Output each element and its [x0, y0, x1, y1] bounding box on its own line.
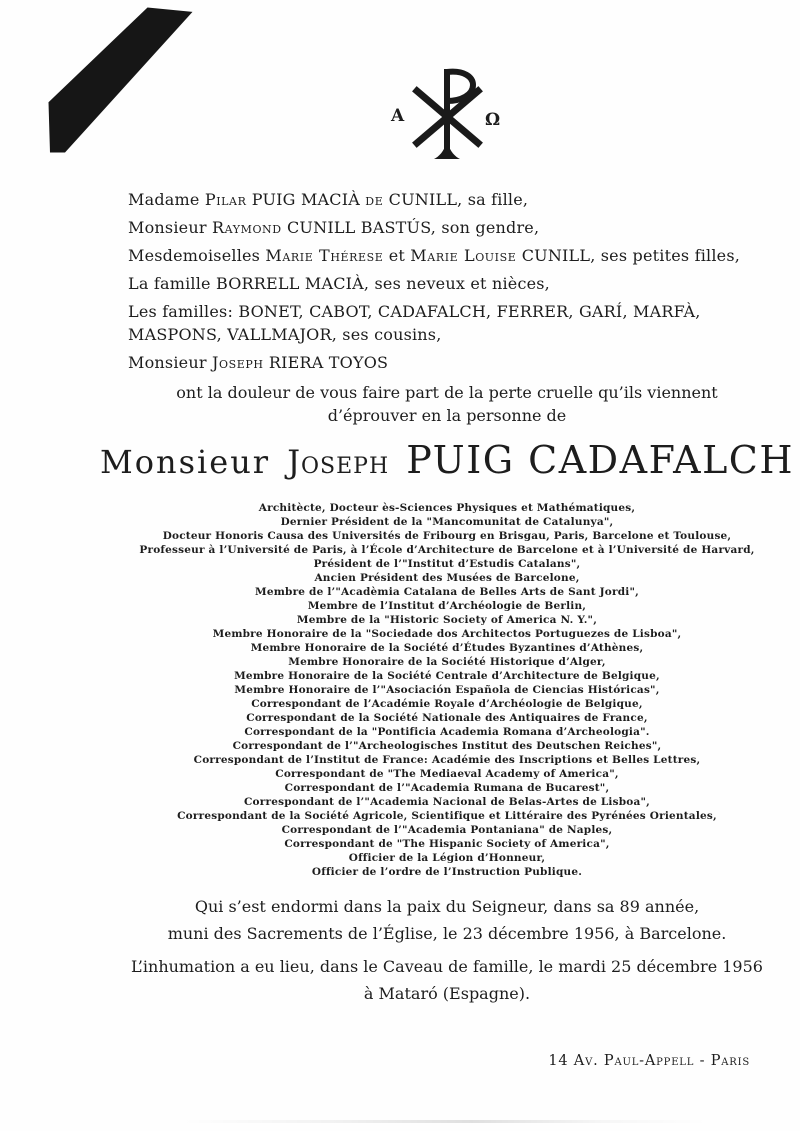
title-line: Membre Honoraire de l’"Asociación Española de Ciencias Históricas",	[234, 684, 660, 696]
title-line: Président de l’"Institut d’Estudis Catalans",	[313, 558, 581, 570]
title-line: Correspondant de la Société Nationale des Antiquaires de France,	[246, 712, 648, 724]
deceased-name	[96, 436, 798, 492]
title-line: Correspondant de la Société Agricole, Scientifique et Littéraire des Pyrénées Orientales,	[177, 810, 717, 822]
deceased-given-name: Joseph	[287, 443, 390, 481]
title-line: Correspondant de "The Hispanic Society of America",	[284, 838, 610, 850]
deceased-prefix: Monsieur	[99, 443, 271, 481]
title-line: Correspondant de l’"Academia Nacional de Belas-Artes de Lisboa",	[244, 796, 650, 808]
title-line: Officier de la Légion d’Honneur,	[348, 852, 546, 864]
title-line: Correspondant de "The Mediaeval Academy of America",	[275, 768, 619, 780]
mourner-line: Monsieur Raymond CUNILL BASTÚS, son gendre,	[128, 218, 540, 237]
title-line: Membre Honoraire de la Société d’Études Byzantines d’Athènes,	[250, 642, 644, 654]
title-line: Correspondant de l’"Academia Rumana de Bucarest",	[284, 782, 610, 794]
title-line: Officier de l’ordre de l’Instruction Publique.	[311, 866, 583, 878]
titles-list	[96, 501, 798, 879]
burial-notice-line: L’inhumation a eu lieu, dans le Caveau de famille, le mardi 25 décembre 1956	[131, 957, 763, 976]
title-line: Membre Honoraire de la Société Centrale d’Architecture de Belgique,	[234, 670, 660, 682]
mourner-line: Les familles: BONET, CABOT, CADAFALCH, FERRER, GARÍ, MARFÀ, MASPONS, VALLMAJOR, ses cousins,	[128, 302, 701, 344]
printer-address: 14 Av. Paul-Appell - Paris	[548, 1053, 750, 1069]
announcement	[96, 381, 798, 427]
mourner-line: La famille BORRELL MACIÀ, ses neveux et nièces,	[128, 274, 550, 293]
title-line: Correspondant de l’Institut de France: Académie des Inscriptions et Belles Lettres,	[193, 754, 701, 766]
title-line: Correspondant de la "Pontificia Academia Romana d’Archeologia".	[244, 726, 650, 738]
scan-smudge	[180, 1120, 710, 1123]
mourner-line: Mesdemoiselles Marie Thérese et Marie Louise CUNILL, ses petites filles,	[128, 246, 741, 265]
title-line: Membre Honoraire de la "Sociedade dos Architectos Portuguezes de Lisboa",	[212, 628, 682, 640]
title-line: Ancien Président des Musées de Barcelone,	[314, 572, 580, 584]
title-line: Membre de la "Historic Society of America N. Y.",	[296, 614, 598, 626]
title-line: Correspondant de l’"Archeologisches Institut des Deutschen Reiches",	[232, 740, 662, 752]
title-line: Membre de l’Institut d’Archéologie de Berlin,	[307, 600, 587, 612]
death-notice-line: Qui s’est endormi dans la paix du Seigneur, dans sa 89 année,	[194, 897, 700, 916]
alpha-glyph: Α	[391, 106, 405, 126]
announcement-line: ont la douleur de vous faire part de la perte cruelle qu’ils viennent	[176, 383, 718, 402]
mourners-list	[96, 188, 798, 374]
title-line: Correspondant de l’"Academia Pontaniana" de Naples,	[281, 824, 613, 836]
content-area	[96, 0, 798, 1069]
mourner-line: Madame Pilar PUIG MACIÀ de CUNILL, sa fille,	[128, 190, 529, 209]
title-line: Docteur Honoris Causa des Universités de Fribourg en Brisgau, Paris, Barcelone et Toulouse,	[162, 530, 732, 542]
chi-rho-icon	[96, 0, 798, 168]
burial-notice-line: à Mataró (Espagne).	[363, 984, 531, 1003]
title-line: Membre de l’"Acadèmia Catalana de Belles Arts de Sant Jordi",	[255, 586, 639, 598]
burial-notice	[96, 953, 798, 1007]
mourner-line: Monsieur Joseph RIERA TOYOS	[128, 353, 389, 372]
title-line: Dernier Président de la "Mancomunitat de Catalunya",	[280, 516, 614, 528]
announcement-line: d’éprouver en la personne de	[327, 406, 567, 425]
death-notice-line: muni des Sacrements de l’Église, le 23 décembre 1956, à Barcelone.	[167, 924, 727, 943]
title-line: Professeur à l’Université de Paris, à l’École d’Architecture de Barcelone et à l’Université de Harvard,	[139, 544, 755, 556]
title-line: Correspondant de l’Académie Royale d’Archéologie de Belgique,	[251, 698, 643, 710]
title-line: Membre Honoraire de la Société Historique d’Alger,	[288, 656, 606, 668]
deceased-surname: PUIG CADAFALCH	[406, 438, 795, 482]
title-line: Architècte, Docteur ès-Sciences Physiques et Mathématiques,	[258, 502, 636, 514]
death-notice	[96, 893, 798, 947]
omega-glyph: Ω	[485, 110, 501, 130]
